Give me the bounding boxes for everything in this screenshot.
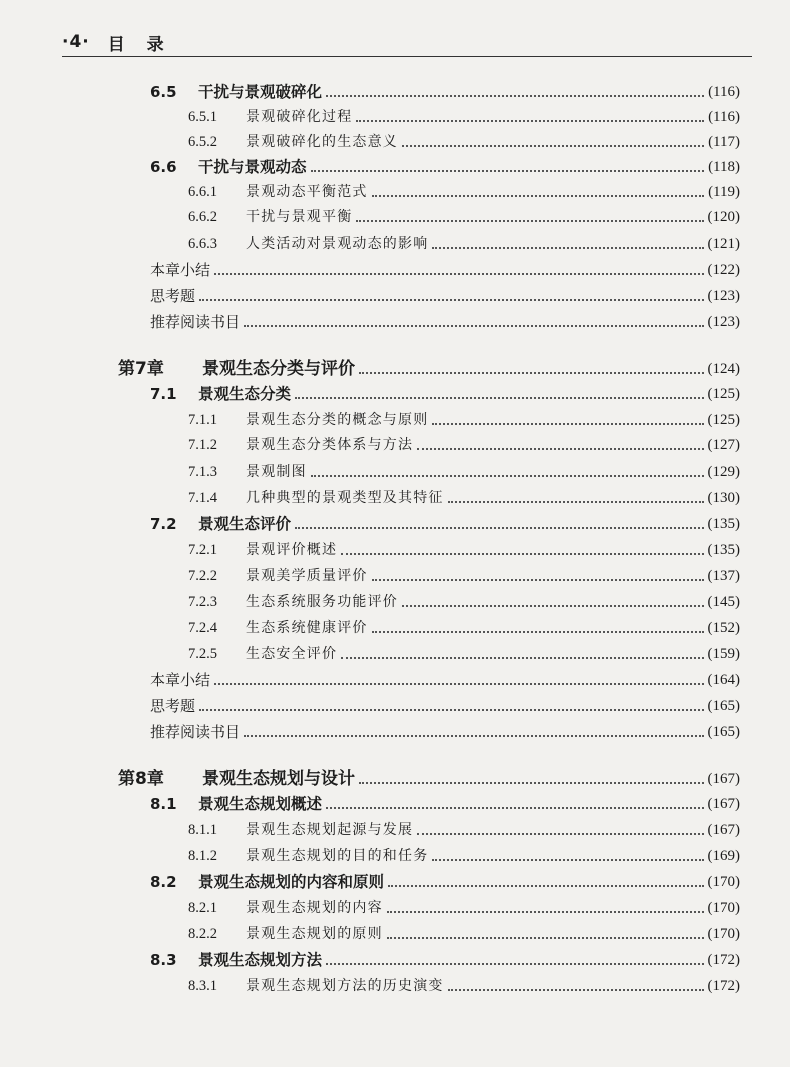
dot-leader xyxy=(372,579,704,581)
toc-entry-page: (118) xyxy=(708,159,740,175)
dot-leader xyxy=(356,220,703,222)
toc-entry xyxy=(150,80,740,104)
toc-entry-number: 7.1.2 xyxy=(188,437,217,453)
toc-entry xyxy=(188,538,740,562)
toc-entry-page: (135) xyxy=(707,516,740,532)
toc-entry-title: 干扰与景观破碎化 xyxy=(198,83,323,101)
dot-leader xyxy=(432,247,703,249)
toc-entry-title: 景观生态评价 xyxy=(198,515,292,533)
dot-leader xyxy=(214,683,703,685)
dot-leader xyxy=(356,120,704,122)
toc-entry-title: 生态系统服务功能评价 xyxy=(246,594,398,610)
toc-entry-title: 景观动态平衡范式 xyxy=(246,184,368,200)
toc-entry-page: (116) xyxy=(708,84,740,100)
toc-entry xyxy=(150,310,740,334)
toc-entry-page: (164) xyxy=(707,672,740,688)
toc-entry-page: (172) xyxy=(707,978,740,994)
toc-entry-number: 8.1 xyxy=(150,795,177,813)
toc-entry-title: 景观生态规划的目的和任务 xyxy=(246,848,429,864)
toc-entry xyxy=(188,642,740,666)
page-header xyxy=(62,28,752,57)
toc-entry-number: 8.1.2 xyxy=(188,848,217,864)
toc-entry-page: (135) xyxy=(707,542,740,558)
dot-leader xyxy=(326,95,704,97)
dot-leader xyxy=(295,527,703,529)
toc-entry-title: 本章小结 xyxy=(150,261,211,279)
dot-leader xyxy=(311,475,704,477)
toc-entry-number: 8.2.2 xyxy=(188,926,217,942)
dot-leader xyxy=(417,833,703,835)
toc-entry xyxy=(150,948,740,972)
toc-entry xyxy=(150,284,740,308)
dot-leader xyxy=(295,397,703,399)
dot-leader xyxy=(402,145,704,147)
toc-entry-page: (129) xyxy=(707,464,740,480)
toc-entry-page: (170) xyxy=(707,874,740,890)
toc-entry-title: 景观生态分类与评价 xyxy=(202,359,355,379)
toc-entry-number: 8.2 xyxy=(150,873,177,891)
toc-entry-title: 景观评价概述 xyxy=(246,542,338,558)
toc-entry-title: 景观生态规划与设计 xyxy=(202,769,355,789)
toc-entry xyxy=(188,130,740,154)
toc-entry-number: 7.2.3 xyxy=(188,594,217,610)
toc-entry-title: 景观破碎化的生态意义 xyxy=(246,134,398,150)
toc-entry xyxy=(188,408,740,432)
dot-leader xyxy=(359,372,704,374)
dot-leader xyxy=(417,448,703,450)
toc-entry-page: (167) xyxy=(707,822,740,838)
dot-leader xyxy=(372,631,704,633)
toc-entry-title: 干扰与景观平衡 xyxy=(246,209,353,225)
toc-entry-number: 8.1.1 xyxy=(188,822,217,838)
toc-entry-page: (124) xyxy=(707,361,740,377)
dot-leader xyxy=(448,989,704,991)
toc-entry-page: (125) xyxy=(707,412,740,428)
toc-entry-number: 7.1 xyxy=(150,385,177,403)
toc-entry-title: 干扰与景观动态 xyxy=(198,158,307,176)
toc-entry-number: 7.2.1 xyxy=(188,542,217,558)
toc-entry xyxy=(188,896,740,920)
toc-entry xyxy=(150,694,740,718)
dot-leader xyxy=(387,911,704,913)
dot-leader xyxy=(199,299,703,301)
toc-entry xyxy=(188,844,740,868)
toc-entry-page: (167) xyxy=(707,771,740,787)
toc-entry xyxy=(188,105,740,129)
toc-entry-number: 8.3.1 xyxy=(188,978,217,994)
toc-entry-title: 推荐阅读书目 xyxy=(150,313,241,331)
toc-entry xyxy=(150,870,740,894)
toc-entry-number: 6.6.2 xyxy=(188,209,217,225)
dot-leader xyxy=(311,170,705,172)
toc-entry xyxy=(188,590,740,614)
toc-entry-title: 景观美学质量评价 xyxy=(246,568,368,584)
toc-entry xyxy=(150,155,740,179)
toc-entry xyxy=(150,258,740,282)
toc-entry xyxy=(188,232,740,256)
toc-entry xyxy=(188,460,740,484)
dot-leader xyxy=(402,605,704,607)
header-title: 目 录 xyxy=(107,34,172,55)
dot-leader xyxy=(359,782,704,784)
toc-entry-page: (159) xyxy=(707,646,740,662)
toc-entry-title: 景观生态分类 xyxy=(198,385,292,403)
toc-entry xyxy=(188,433,740,457)
dot-leader xyxy=(326,807,703,809)
toc-entry-title: 生态安全评价 xyxy=(246,646,338,662)
toc-entry-number: 8.3 xyxy=(150,951,177,969)
toc-entry-page: (123) xyxy=(707,314,740,330)
toc-entry-number: 7.1.1 xyxy=(188,412,217,428)
toc-entry-title: 景观生态规划的原则 xyxy=(246,926,383,942)
toc-entry xyxy=(188,486,740,510)
toc-entry-title: 景观生态规划的内容 xyxy=(246,900,383,916)
dot-leader xyxy=(199,709,703,711)
toc-entry-page: (170) xyxy=(707,900,740,916)
toc-entry-page: (117) xyxy=(708,134,740,150)
toc-entry xyxy=(118,355,740,383)
toc-entry-number: 第7章 xyxy=(118,359,164,379)
toc-entry xyxy=(188,616,740,640)
toc-entry-title: 景观制图 xyxy=(246,464,307,480)
toc-entry-page: (145) xyxy=(707,594,740,610)
toc-entry-number: 7.2.4 xyxy=(188,620,217,636)
toc-entry-number: 7.1.3 xyxy=(188,464,217,480)
toc-entry xyxy=(188,205,740,229)
dot-leader xyxy=(326,963,703,965)
toc-entry xyxy=(188,818,740,842)
toc-entry-title: 景观破碎化过程 xyxy=(246,109,353,125)
dot-leader xyxy=(432,423,703,425)
dot-leader xyxy=(448,501,704,503)
toc-entry-page: (165) xyxy=(707,698,740,714)
toc-entry-title: 推荐阅读书目 xyxy=(150,723,241,741)
toc-entry xyxy=(150,792,740,816)
header-page-number: ·4· xyxy=(62,32,90,52)
toc-entry-title: 景观生态规划方法 xyxy=(198,951,323,969)
toc-entry-number: 第8章 xyxy=(118,769,164,789)
toc-entry-page: (130) xyxy=(707,490,740,506)
dot-leader xyxy=(244,325,703,327)
toc-entry-title: 景观生态分类体系与方法 xyxy=(246,437,414,453)
dot-leader xyxy=(214,273,703,275)
toc-entry-title: 思考题 xyxy=(150,697,196,715)
toc-entry-number: 7.2.5 xyxy=(188,646,217,662)
toc-entry xyxy=(188,564,740,588)
dot-leader xyxy=(341,657,703,659)
toc-entry xyxy=(118,765,740,793)
toc-entry-page: (127) xyxy=(707,437,740,453)
dot-leader xyxy=(341,553,703,555)
toc-entry xyxy=(150,382,740,406)
toc-entry-page: (152) xyxy=(707,620,740,636)
toc-entry-page: (121) xyxy=(707,236,740,252)
toc-entry-title: 思考题 xyxy=(150,287,196,305)
toc-entry xyxy=(188,180,740,204)
dot-leader xyxy=(372,195,704,197)
toc-entry-number: 7.2 xyxy=(150,515,177,533)
toc-entry-title: 景观生态规划起源与发展 xyxy=(246,822,414,838)
toc-entry-title: 人类活动对景观动态的影响 xyxy=(246,236,429,252)
toc-entry xyxy=(150,512,740,536)
toc-entry-page: (123) xyxy=(707,288,740,304)
toc-entry-page: (122) xyxy=(707,262,740,278)
toc-entry-title: 景观生态分类的概念与原则 xyxy=(246,412,429,428)
toc-entry-page: (125) xyxy=(707,386,740,402)
toc-entry-number: 6.6.3 xyxy=(188,236,217,252)
toc-entry-number: 8.2.1 xyxy=(188,900,217,916)
toc-entry-number: 6.5.1 xyxy=(188,109,217,125)
toc-entry-page: (170) xyxy=(707,926,740,942)
toc-entry-title: 生态系统健康评价 xyxy=(246,620,368,636)
toc-entry-number: 6.5.2 xyxy=(188,134,217,150)
dot-leader xyxy=(388,885,703,887)
toc-entry-page: (120) xyxy=(707,209,740,225)
dot-leader xyxy=(432,859,703,861)
toc-entry-page: (165) xyxy=(707,724,740,740)
toc-entry-title: 景观生态规划的内容和原则 xyxy=(198,873,385,891)
toc-entry-page: (172) xyxy=(707,952,740,968)
toc-entry xyxy=(150,720,740,744)
toc-entry xyxy=(188,922,740,946)
toc-entry-page: (167) xyxy=(707,796,740,812)
toc-entry-title: 本章小结 xyxy=(150,671,211,689)
toc-entry xyxy=(188,974,740,998)
toc-entry-number: 6.6 xyxy=(150,158,177,176)
toc-entry-number: 7.1.4 xyxy=(188,490,217,506)
dot-leader xyxy=(244,735,703,737)
toc-entry-number: 7.2.2 xyxy=(188,568,217,584)
toc-entry-number: 6.6.1 xyxy=(188,184,217,200)
toc-entry-title: 几种典型的景观类型及其特征 xyxy=(246,490,444,506)
toc-entry-title: 景观生态规划概述 xyxy=(198,795,323,813)
toc-entry-number: 6.5 xyxy=(150,83,177,101)
toc-entry-page: (119) xyxy=(708,184,740,200)
toc-entry-page: (116) xyxy=(708,109,740,125)
toc-entry-page: (169) xyxy=(707,848,740,864)
dot-leader xyxy=(387,937,704,939)
toc-entry-page: (137) xyxy=(707,568,740,584)
toc-entry-title: 景观生态规划方法的历史演变 xyxy=(246,978,444,994)
toc-entry xyxy=(150,668,740,692)
